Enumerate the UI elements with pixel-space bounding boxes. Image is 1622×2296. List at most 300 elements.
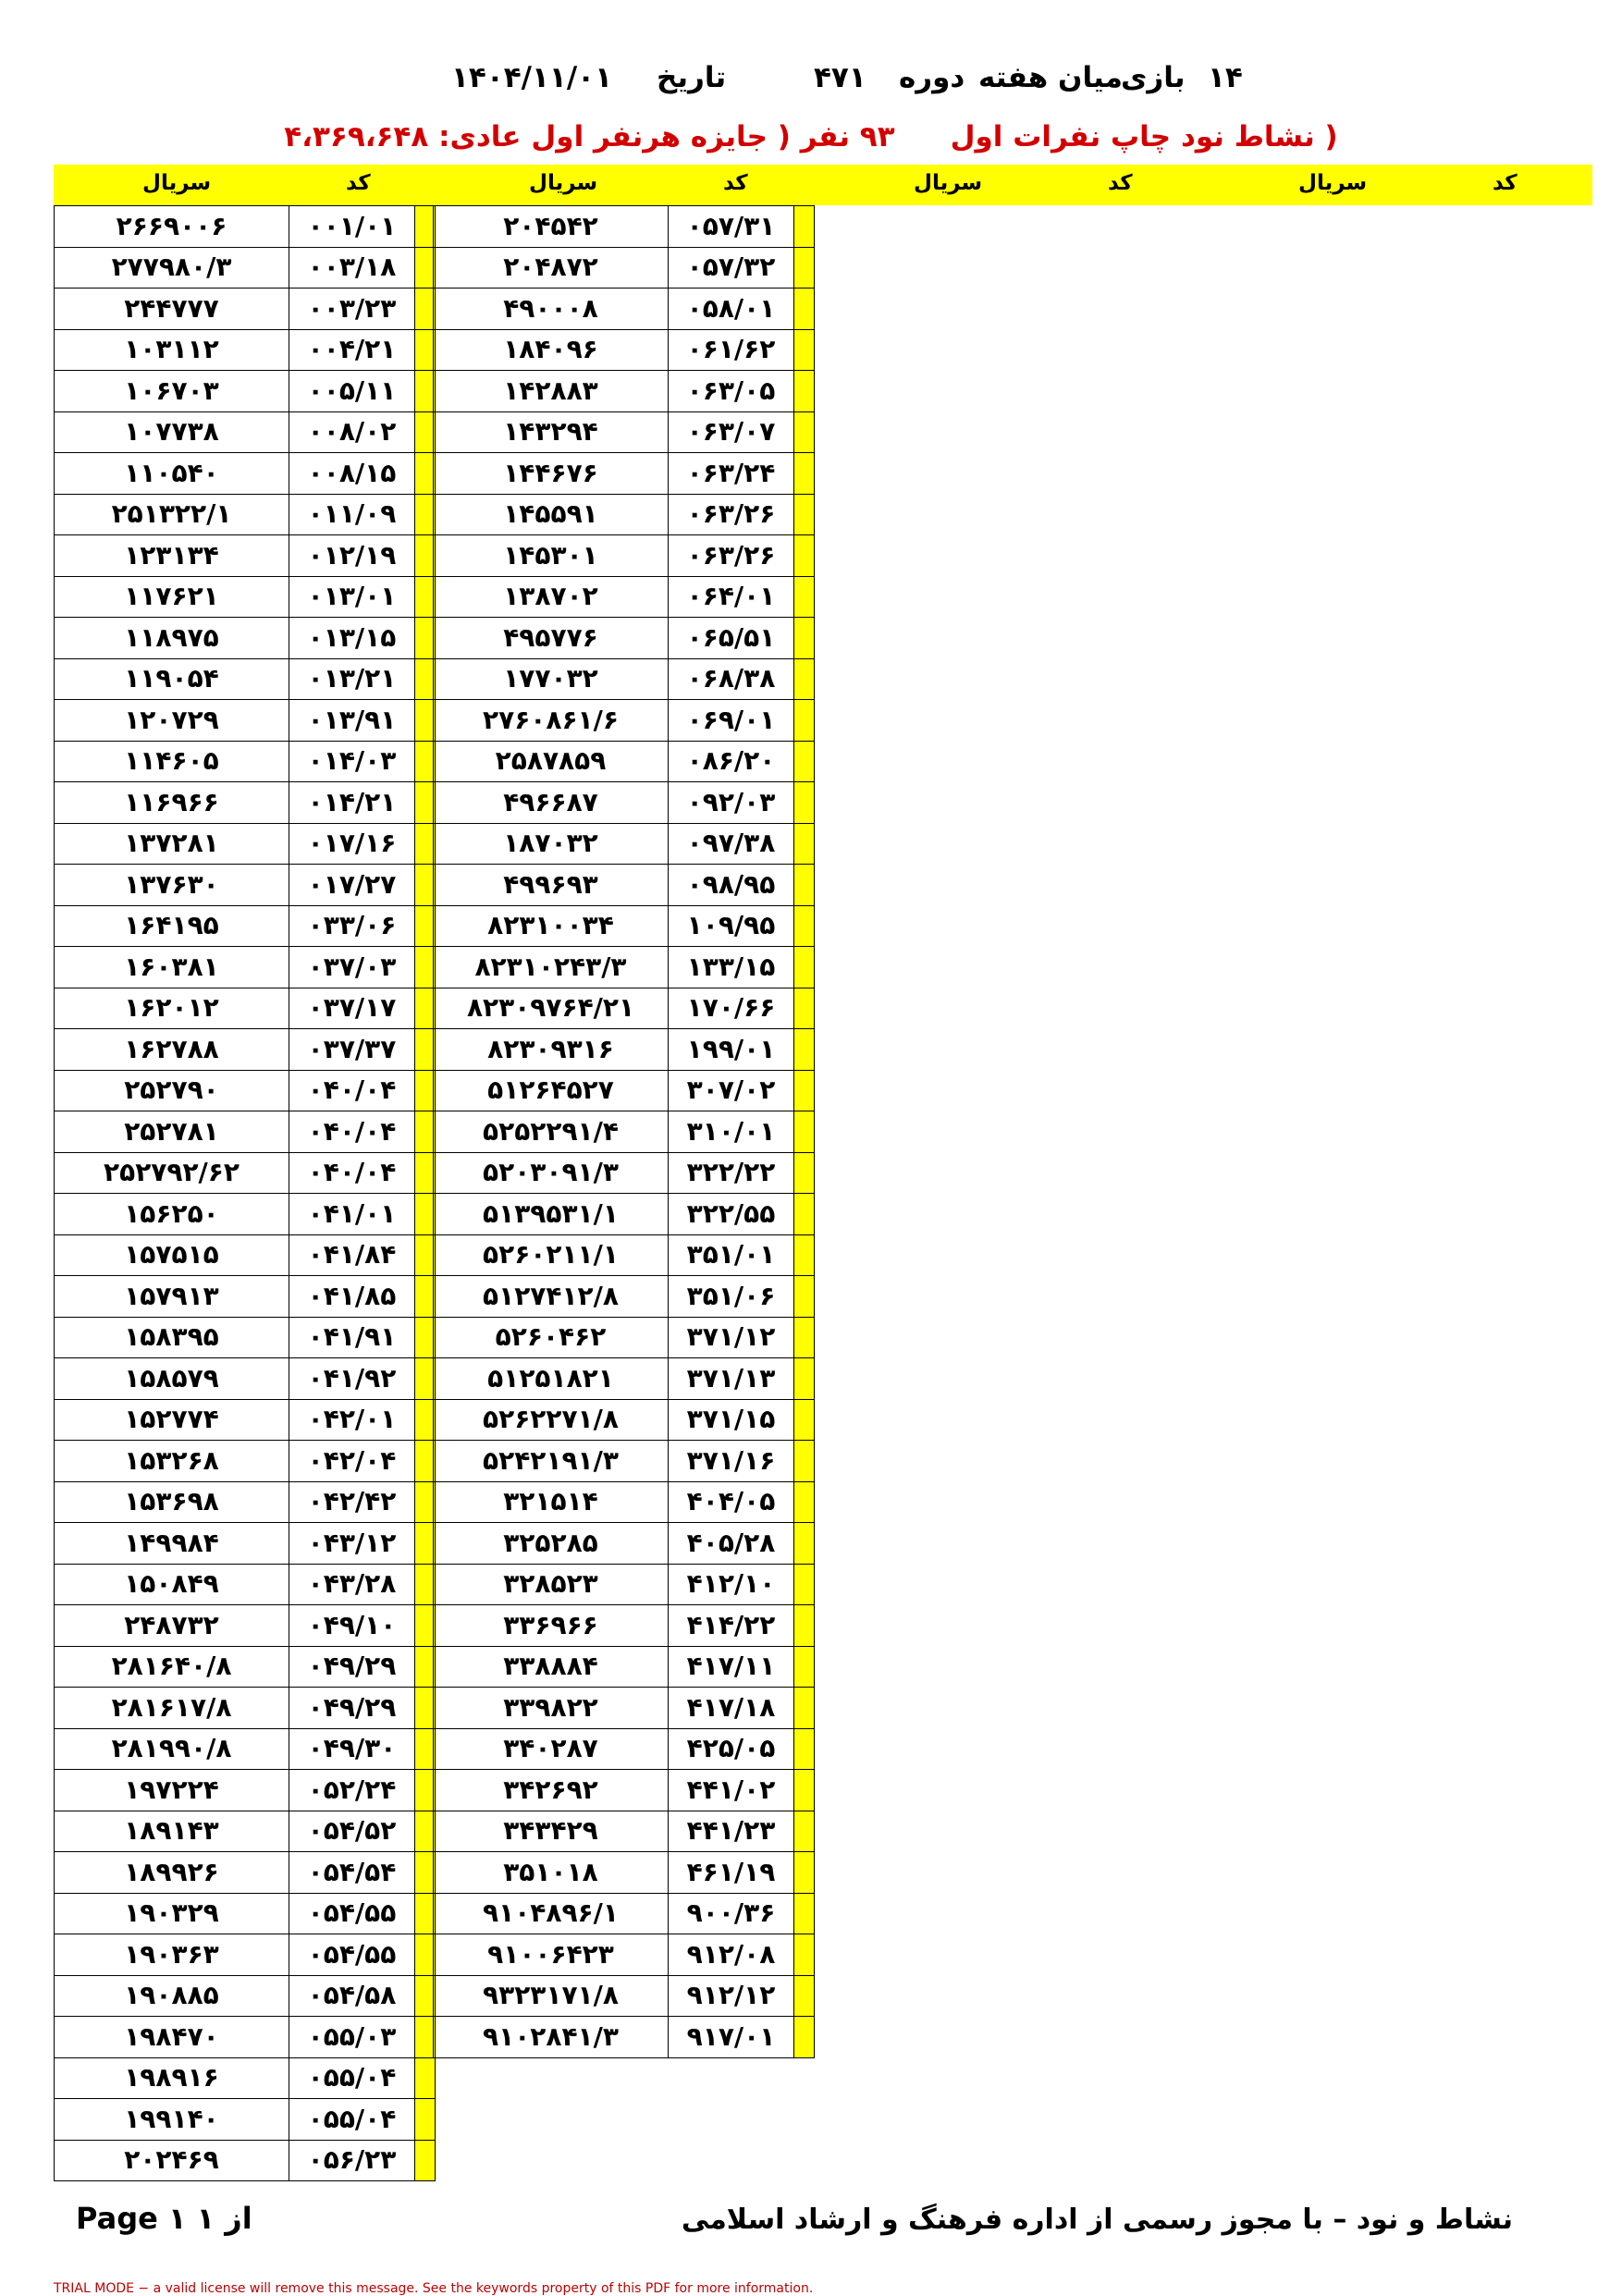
table-row [55,1811,436,1852]
round-label: دوره [899,61,965,94]
marker-cell [794,1811,815,1852]
table-row [55,247,436,289]
code-cell: ۰۱۴/۲۱ [289,782,415,824]
code-cell: ۰۶۳/۰۵ [669,371,794,412]
col-header-serial: سریال [529,171,598,195]
serial-cell: ۱۹۹۱۴۰ [55,2099,289,2141]
footer-license-text: نشاط و نود – با مجوز رسمی از اداره فرهنگ و ارشاد اسلامی [681,2204,1513,2236]
table-row [434,1276,815,1318]
code-cell: ۰۳۷/۳۷ [289,1029,415,1071]
code-cell: ۰۳۷/۱۷ [289,988,415,1029]
table-row [55,1523,436,1565]
serial-cell: ۱۴۵۵۹۱ [434,494,669,535]
marker-cell [794,1934,815,1976]
table-row [434,329,815,371]
serial-cell: ۸۲۳۱۰۲۴۳/۳ [434,947,669,988]
serial-cell: ۲۵۲۷۸۱ [55,1111,289,1153]
code-cell: ۰۱۲/۱۹ [289,535,415,577]
table-row [55,371,436,412]
table-row [55,1934,436,1976]
table-row [55,289,436,330]
code-cell: ۰۱۳/۲۱ [289,658,415,700]
subtitle-left: ( نشاط نود چاپ نفرات اول [950,120,1338,153]
table-row [55,1441,436,1482]
col-header-code: کد [1108,171,1133,195]
table-row [55,535,436,577]
serial-cell: ۲۷۷۹۸۰/۳ [55,247,289,289]
col-header-code: کد [723,171,748,195]
marker-cell [794,1194,815,1235]
code-cell: ۰۴۱/۸۵ [289,1276,415,1318]
table-row [55,2057,436,2099]
marker-cell [794,947,815,988]
serial-cell: ۸۲۳۱۰۰۳۴ [434,905,669,947]
table-row [434,905,815,947]
table-row [55,823,436,865]
table-row [55,700,436,742]
marker-cell [794,1317,815,1358]
code-cell: ۴۱۷/۱۸ [669,1688,794,1729]
table-row [434,823,815,865]
serial-cell: ۱۶۰۳۸۱ [55,947,289,988]
table-row [55,1152,436,1194]
code-cell: ۴۱۲/۱۰ [669,1564,794,1605]
code-cell: ۰۱۳/۰۱ [289,576,415,618]
serial-cell: ۱۴۴۶۷۶ [434,453,669,495]
code-cell: ۳۷۱/۱۳ [669,1358,794,1400]
date-label: تاریخ [657,61,727,94]
code-cell: ۰۴۲/۰۱ [289,1399,415,1441]
code-cell: ۰۵۴/۵۲ [289,1811,415,1852]
table-row [434,1646,815,1688]
code-cell: ۳۲۲/۲۲ [669,1152,794,1194]
table-row [55,329,436,371]
marker-cell [794,782,815,824]
table-row [434,947,815,988]
code-cell: ۰۹۲/۰۳ [669,782,794,824]
code-cell: ۳۷۱/۱۶ [669,1441,794,1482]
serial-cell: ۳۴۰۲۸۷ [434,1728,669,1770]
serial-cell: ۹۱۰۴۸۹۶/۱ [434,1893,669,1934]
code-cell: ۰۴۲/۰۴ [289,1441,415,1482]
code-cell: ۰۶۸/۳۸ [669,658,794,700]
code-cell: ۱۳۳/۱۵ [669,947,794,988]
winners-table-1 [54,205,436,2181]
marker-cell [794,1399,815,1441]
table-row [434,494,815,535]
table-row [55,1688,436,1729]
table-row [55,1194,436,1235]
serial-cell: ۱۳۸۷۰۲ [434,576,669,618]
code-cell: ۰۶۴/۰۱ [669,576,794,618]
code-cell: ۰۴۹/۲۹ [289,1646,415,1688]
table-row [55,1029,436,1071]
game-label: بازی [1121,61,1186,94]
subtitle [0,120,1622,153]
table-row [434,2017,815,2058]
marker-cell [794,1481,815,1523]
code-cell: ۰۵۲/۲۴ [289,1770,415,1811]
serial-cell: ۱۵۸۵۷۹ [55,1358,289,1400]
table-row [434,1399,815,1441]
table-row [55,2140,436,2181]
code-cell: ۰۴۳/۱۲ [289,1523,415,1565]
marker-cell [794,905,815,947]
marker-cell [794,1441,815,1482]
serial-cell: ۴۹۶۶۸۷ [434,782,669,824]
serial-cell: ۱۹۰۳۲۹ [55,1893,289,1934]
date-value: ۱۴۰۴/۱۱/۰۱ [451,61,613,94]
marker-cell [794,535,815,577]
table-row [434,247,815,289]
serial-cell: ۱۹۸۴۷۰ [55,2017,289,2058]
serial-cell: ۲۵۲۷۹۲/۶۲ [55,1152,289,1194]
serial-cell: ۱۷۷۰۳۲ [434,658,669,700]
code-cell: ۱۷۰/۶۶ [669,988,794,1029]
serial-cell: ۱۹۸۹۱۶ [55,2057,289,2099]
code-cell: ۰۶۳/۰۷ [669,411,794,453]
marker-cell [794,1770,815,1811]
serial-cell: ۱۸۷۰۳۲ [434,823,669,865]
marker-cell [794,1605,815,1647]
code-cell: ۰۴۰/۰۴ [289,1070,415,1111]
col-header-serial: سریال [1298,171,1368,195]
table-row [434,1194,815,1235]
serial-cell: ۳۲۵۲۸۵ [434,1523,669,1565]
code-cell: ۰۵۴/۵۸ [289,1975,415,2017]
code-cell: ۰۴۹/۲۹ [289,1688,415,1729]
code-cell: ۹۱۷/۰۱ [669,2017,794,2058]
marker-cell [794,1234,815,1276]
col-header-serial: سریال [142,171,212,195]
marker-cell [794,329,815,371]
marker-cell [794,247,815,289]
code-cell: ۰۱۳/۱۵ [289,618,415,659]
code-cell: ۱۰۹/۹۵ [669,905,794,947]
table-row [434,1852,815,1894]
table-row [55,1975,436,2017]
marker-cell [794,1523,815,1565]
serial-cell: ۱۵۶۲۵۰ [55,1194,289,1235]
serial-cell: ۳۵۱۰۱۸ [434,1852,669,1894]
serial-cell: ۱۳۷۲۸۱ [55,823,289,865]
marker-cell [794,206,815,248]
serial-cell: ۲۰۴۸۷۲ [434,247,669,289]
code-cell: ۰۱۱/۰۹ [289,494,415,535]
winners-table-2 [433,205,815,2058]
serial-cell: ۲۰۴۵۴۲ [434,206,669,248]
marker-cell [794,1688,815,1729]
serial-cell: ۱۴۲۸۸۳ [434,371,669,412]
table-row [55,1111,436,1153]
serial-cell: ۹۱۰۰۶۴۲۳ [434,1934,669,1976]
code-cell: ۹۱۲/۱۲ [669,1975,794,2017]
serial-cell: ۱۵۳۲۶۸ [55,1441,289,1482]
marker-cell [794,1152,815,1194]
code-cell: ۰۵۵/۰۳ [289,2017,415,2058]
serial-cell: ۵۱۳۹۵۳۱/۱ [434,1194,669,1235]
marker-cell [794,741,815,782]
table-row [434,1564,815,1605]
code-cell: ۰۵۵/۰۴ [289,2099,415,2141]
marker-cell [794,1975,815,2017]
code-cell: ۰۴۳/۲۸ [289,1564,415,1605]
code-cell: ۰۴۱/۹۱ [289,1317,415,1358]
table-row [55,2099,436,2141]
code-cell: ۰۳۳/۰۶ [289,905,415,947]
table-row [55,1481,436,1523]
table-row [434,1317,815,1358]
total-pages: ۱ [196,2201,215,2236]
serial-cell: ۲۵۱۳۲۲/۱ [55,494,289,535]
table-row [55,576,436,618]
serial-cell: ۱۵۷۵۱۵ [55,1234,289,1276]
serial-cell: ۹۳۲۳۱۷۱/۸ [434,1975,669,2017]
table-row [55,905,436,947]
serial-cell: ۱۲۳۱۳۴ [55,535,289,577]
serial-cell: ۵۱۲۵۱۸۲۱ [434,1358,669,1400]
code-cell: ۰۴۹/۱۰ [289,1605,415,1647]
serial-cell: ۱۱۶۹۶۶ [55,782,289,824]
subtitle-right: ۹۳ نفر ( جایزه هرنفر اول عادی: ۴،۳۶۹،۶۴۸ [284,120,895,153]
code-cell: ۰۵۴/۵۴ [289,1852,415,1894]
serial-cell: ۱۸۹۹۲۶ [55,1852,289,1894]
table-row [55,1852,436,1894]
marker-cell [794,700,815,742]
marker-cell [794,658,815,700]
marker-cell [794,2017,815,2058]
code-cell: ۰۰۴/۲۱ [289,329,415,371]
code-cell: ۱۹۹/۰۱ [669,1029,794,1071]
code-cell: ۰۴۰/۰۴ [289,1152,415,1194]
table-row [55,865,436,906]
code-cell: ۳۷۱/۱۵ [669,1399,794,1441]
serial-cell: ۳۳۸۸۸۴ [434,1646,669,1688]
code-cell: ۰۹۸/۹۵ [669,865,794,906]
table-row [434,782,815,824]
marker-cell [794,289,815,330]
table-row [434,1111,815,1153]
table-row [55,1358,436,1400]
serial-cell: ۱۵۰۸۴۹ [55,1564,289,1605]
serial-cell: ۲۵۲۷۹۰ [55,1070,289,1111]
code-cell: ۰۰۳/۱۸ [289,247,415,289]
table-row [434,1811,815,1852]
marker-cell [794,988,815,1029]
serial-cell: ۱۸۹۱۴۳ [55,1811,289,1852]
table-row [434,289,815,330]
serial-cell: ۵۲۶۰۲۱۱/۱ [434,1234,669,1276]
code-cell: ۰۵۷/۳۱ [669,206,794,248]
column-header-bar [54,165,1592,205]
round-number: ۴۷۱ [814,61,866,94]
serial-cell: ۲۸۱۶۱۷/۸ [55,1688,289,1729]
code-cell: ۰۹۷/۳۸ [669,823,794,865]
table-row [55,494,436,535]
code-cell: ۳۵۱/۰۱ [669,1234,794,1276]
code-cell: ۳۱۰/۰۱ [669,1111,794,1153]
serial-cell: ۹۱۰۲۸۴۱/۳ [434,2017,669,2058]
code-cell: ۰۶۳/۲۶ [669,494,794,535]
serial-cell: ۱۹۰۸۸۵ [55,1975,289,2017]
marker-cell [794,1070,815,1111]
game-type: میان هفته [978,61,1123,94]
serial-cell: ۴۹۹۶۹۳ [434,865,669,906]
code-cell: ۹۰۰/۳۶ [669,1893,794,1934]
serial-cell: ۱۰۷۷۳۸ [55,411,289,453]
code-cell: ۰۶۹/۰۱ [669,700,794,742]
code-cell: ۰۵۵/۰۴ [289,2057,415,2099]
serial-cell: ۱۲۰۷۲۹ [55,700,289,742]
serial-cell: ۱۰۶۷۰۳ [55,371,289,412]
table-row [55,1070,436,1111]
table-row [434,658,815,700]
serial-cell: ۵۱۲۶۴۵۲۷ [434,1070,669,1111]
table-row [55,1399,436,1441]
table-row [434,1934,815,1976]
code-cell: ۰۶۳/۲۴ [669,453,794,495]
code-cell: ۴۱۷/۱۱ [669,1646,794,1688]
serial-cell: ۵۲۰۳۰۹۱/۳ [434,1152,669,1194]
page-indicator [76,2201,252,2236]
serial-cell: ۲۴۸۷۳۲ [55,1605,289,1647]
code-cell: ۳۲۲/۵۵ [669,1194,794,1235]
table-row [434,741,815,782]
serial-cell: ۵۲۶۲۲۷۱/۸ [434,1399,669,1441]
code-cell: ۰۶۳/۲۶ [669,535,794,577]
serial-cell: ۵۲۶۰۴۶۲ [434,1317,669,1358]
table-row [434,1070,815,1111]
marker-cell [794,411,815,453]
table-row [55,618,436,659]
code-cell: ۰۵۴/۵۵ [289,1934,415,1976]
serial-cell: ۱۵۳۶۹۸ [55,1481,289,1523]
serial-cell: ۲۶۶۹۰۰۶ [55,206,289,248]
table-row [434,1688,815,1729]
of-label: از [225,2201,252,2236]
marker-cell [794,1564,815,1605]
table-row [55,1893,436,1934]
table-row [55,988,436,1029]
serial-cell: ۱۴۹۹۸۴ [55,1523,289,1565]
code-cell: ۳۷۱/۱۲ [669,1317,794,1358]
serial-cell: ۱۶۲۰۱۲ [55,988,289,1029]
table-row [55,206,436,248]
trial-notice: TRIAL MODE − a valid license will remove this message. See the keywords property of this PDF for more information. [54,2281,814,2296]
table-row [55,1770,436,1811]
marker-cell [794,823,815,865]
serial-cell: ۱۰۳۱۱۲ [55,329,289,371]
serial-cell: ۱۱۴۶۰۵ [55,741,289,782]
code-cell: ۰۱۷/۲۷ [289,865,415,906]
code-cell: ۰۳۷/۰۳ [289,947,415,988]
serial-cell: ۵۲۵۲۲۹۱/۴ [434,1111,669,1153]
marker-cell [794,576,815,618]
table-row [434,1441,815,1482]
serial-cell: ۵۱۲۷۴۱۲/۸ [434,1276,669,1318]
marker-cell [415,2140,436,2181]
code-cell: ۰۱۷/۱۶ [289,823,415,865]
code-cell: ۴۴۱/۲۳ [669,1811,794,1852]
table-row [434,865,815,906]
serial-cell: ۲۰۲۴۶۹ [55,2140,289,2181]
serial-cell: ۱۹۰۳۶۳ [55,1934,289,1976]
serial-cell: ۱۵۷۹۱۳ [55,1276,289,1318]
marker-cell [794,1852,815,1894]
marker-cell [415,2099,436,2141]
serial-cell: ۲۵۸۷۸۵۹ [434,741,669,782]
code-cell: ۹۱۲/۰۸ [669,1934,794,1976]
serial-cell: ۵۲۴۲۱۹۱/۳ [434,1441,669,1482]
table-row [434,1605,815,1647]
code-cell: ۴۰۵/۲۸ [669,1523,794,1565]
table-row [434,1152,815,1194]
table-row [55,1564,436,1605]
marker-cell [794,371,815,412]
code-cell: ۰۵۸/۰۱ [669,289,794,330]
code-cell: ۰۴۹/۳۰ [289,1728,415,1770]
serial-cell: ۳۳۹۸۲۲ [434,1688,669,1729]
code-cell: ۰۵۷/۳۲ [669,247,794,289]
serial-cell: ۱۳۷۶۳۰ [55,865,289,906]
code-cell: ۰۰۸/۰۲ [289,411,415,453]
code-cell: ۳۵۱/۰۶ [669,1276,794,1318]
serial-cell: ۱۵۸۳۹۵ [55,1317,289,1358]
marker-cell [794,494,815,535]
serial-cell: ۱۶۴۱۹۵ [55,905,289,947]
table-row [434,535,815,577]
table-row [434,1358,815,1400]
col-header-code: کد [346,171,371,195]
marker-cell [794,865,815,906]
marker-cell [794,618,815,659]
marker-cell [794,453,815,495]
table-row [434,1481,815,1523]
table-row [434,1728,815,1770]
page-number: ۱ [167,2201,187,2236]
marker-cell [794,1111,815,1153]
code-cell: ۴۲۵/۰۵ [669,1728,794,1770]
table-row [55,1605,436,1647]
serial-cell: ۲۸۱۹۹۰/۸ [55,1728,289,1770]
code-cell: ۰۴۰/۰۴ [289,1111,415,1153]
code-cell: ۰۰۳/۲۳ [289,289,415,330]
serial-cell: ۱۱۸۹۷۵ [55,618,289,659]
table-row [434,700,815,742]
table-row [55,1276,436,1318]
code-cell: ۰۵۶/۲۳ [289,2140,415,2181]
table-row [434,1975,815,2017]
table-row [55,782,436,824]
serial-cell: ۳۴۲۶۹۲ [434,1770,669,1811]
col-header-serial: سریال [914,171,983,195]
code-cell: ۰۶۱/۶۲ [669,329,794,371]
table-row [434,1234,815,1276]
game-number: ۱۴ [1208,61,1243,94]
code-cell: ۴۱۴/۲۲ [669,1605,794,1647]
table-row [434,411,815,453]
code-cell: ۰۶۵/۵۱ [669,618,794,659]
code-cell: ۴۶۱/۱۹ [669,1852,794,1894]
serial-cell: ۳۲۱۵۱۴ [434,1481,669,1523]
serial-cell: ۴۹۰۰۰۸ [434,289,669,330]
table-row [434,576,815,618]
table-row [434,1523,815,1565]
table-row [55,947,436,988]
table-row [434,1029,815,1071]
serial-cell: ۸۲۳۰۹۳۱۶ [434,1029,669,1071]
code-cell: ۰۱۴/۰۳ [289,741,415,782]
